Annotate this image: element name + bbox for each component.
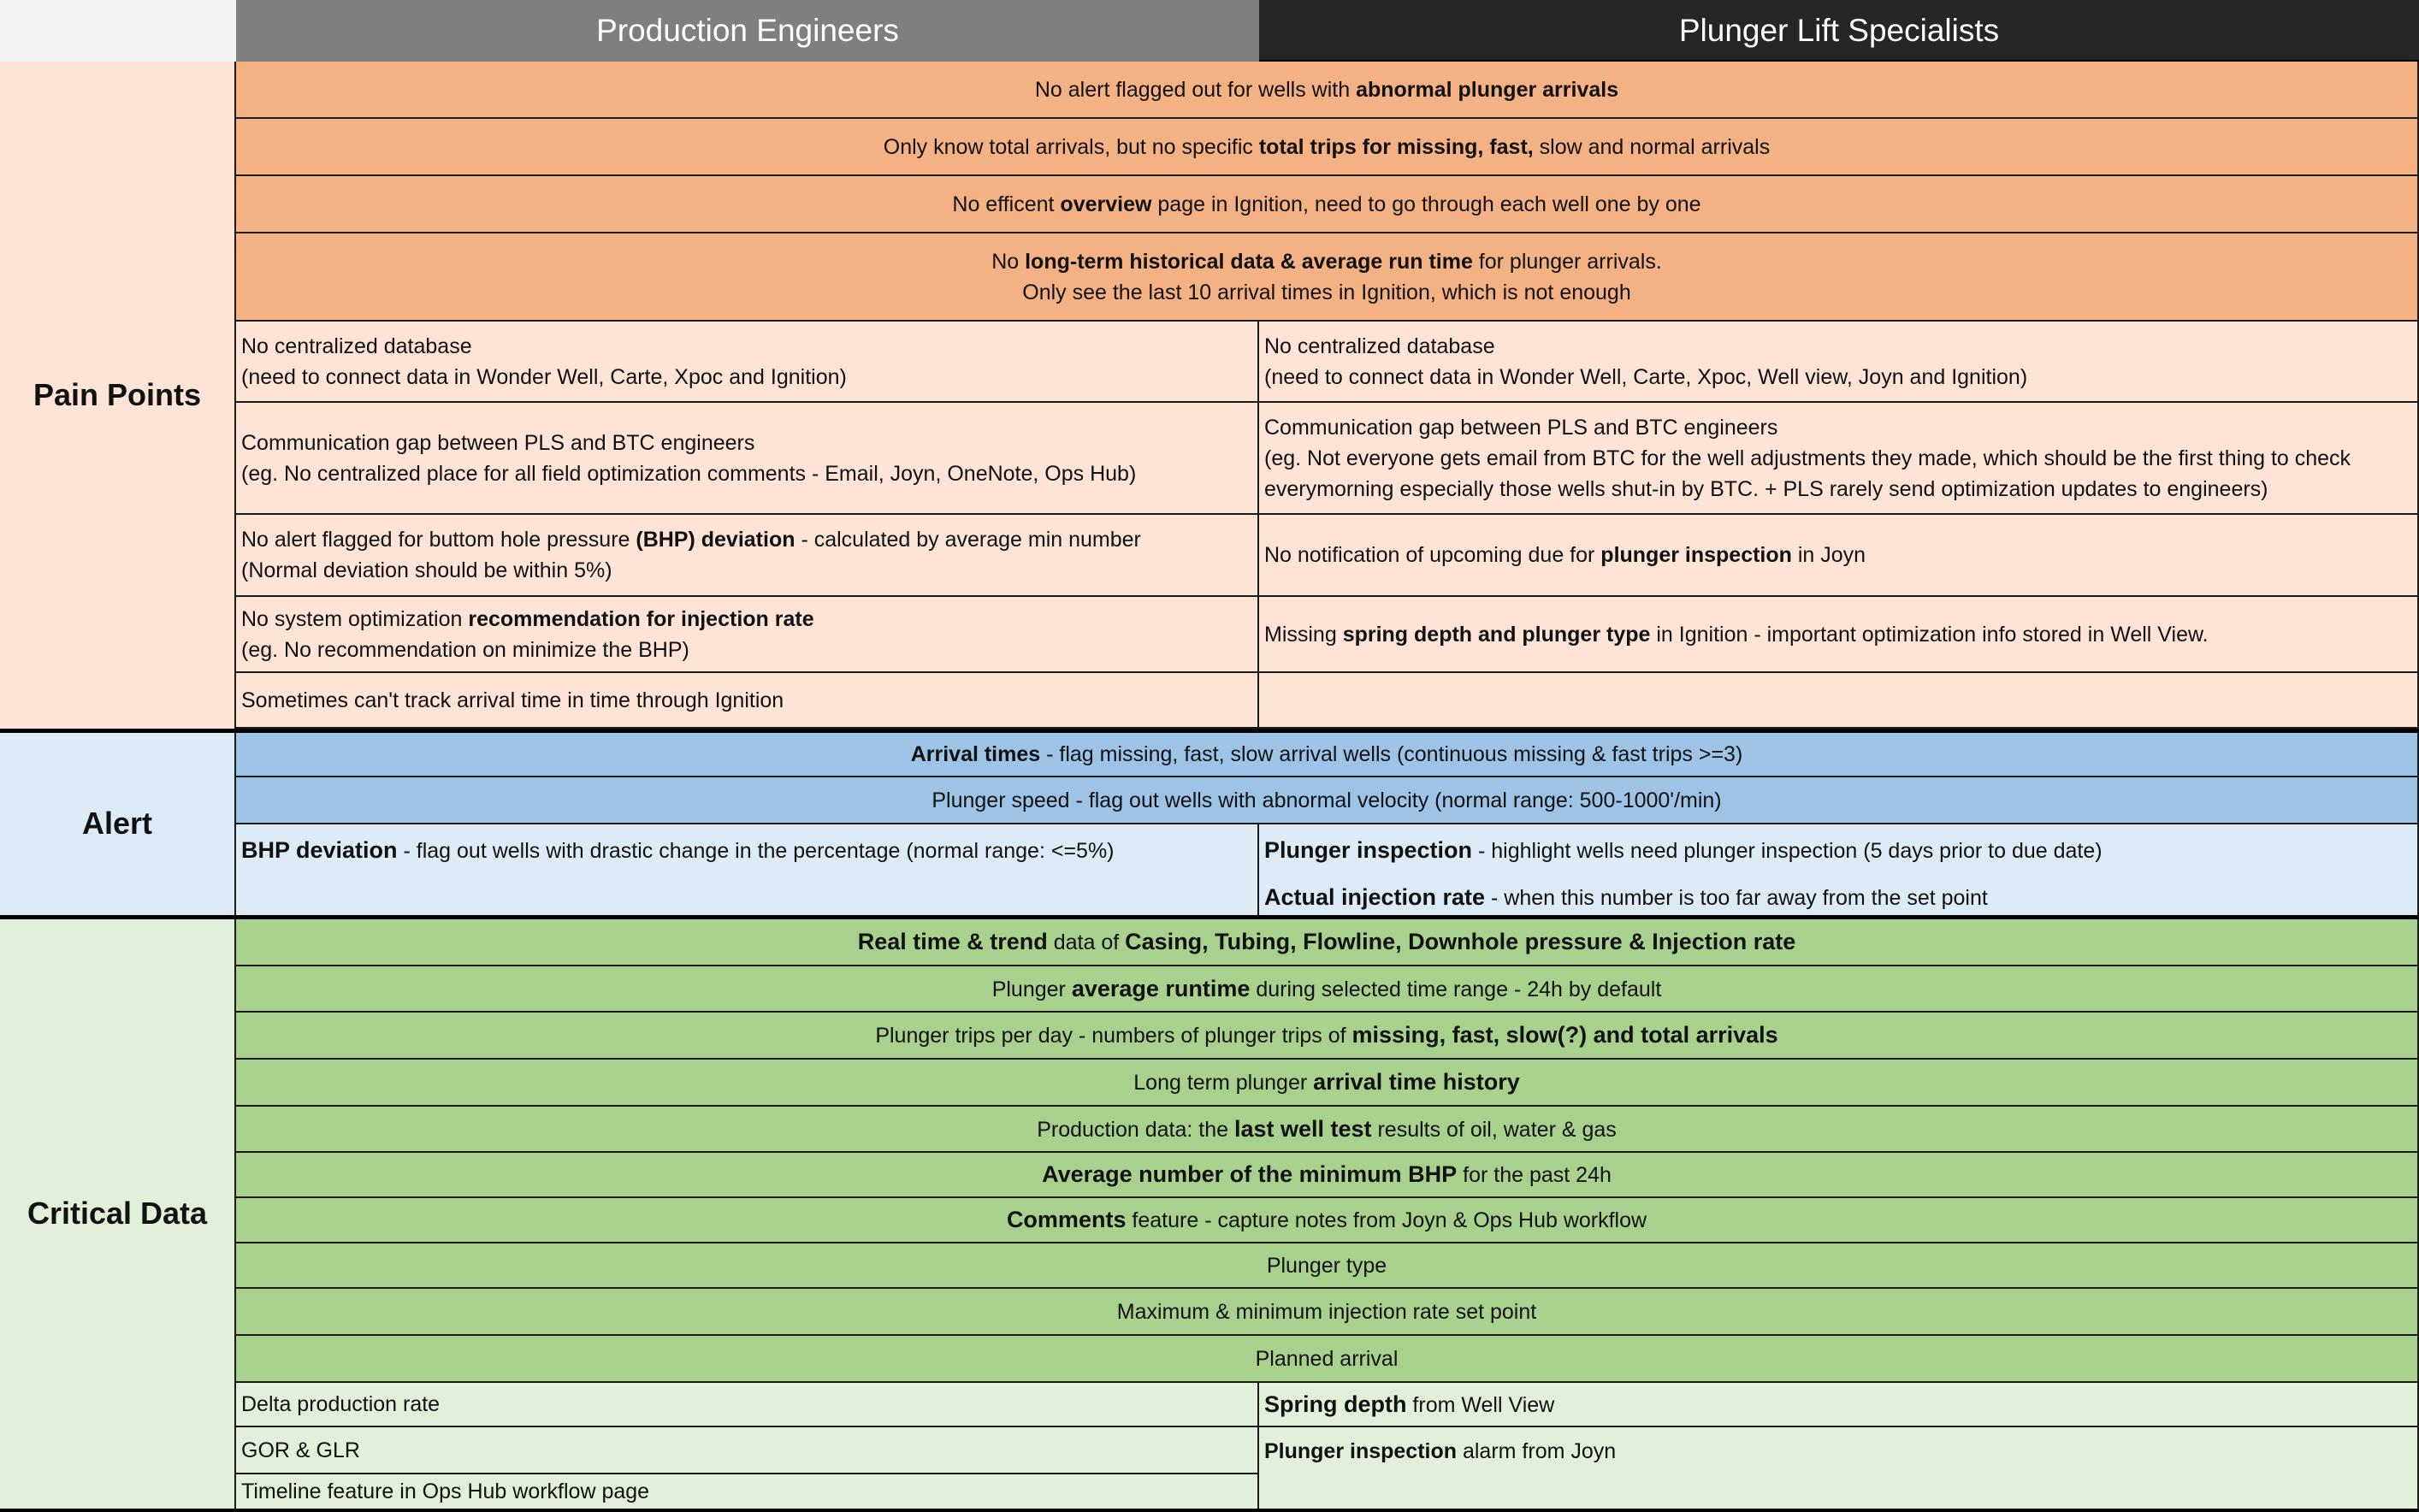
- header-plunger-lift-specialists: Plunger Lift Specialists: [1259, 0, 2419, 62]
- pain-pe-bhp-deviation: No alert flagged for buttom hole pressure (BHP) deviation - calculated by average min number (Normal deviation should be within 5%): [236, 515, 1259, 597]
- pain-pls-plunger-inspection: No notification of upcoming due for plunger inspection in Joyn: [1259, 515, 2419, 597]
- section-label-alert: Alert: [0, 732, 236, 915]
- bottom-border: [0, 1509, 2419, 1512]
- pain-row-overview-page: No efficent overview page in Ignition, need to go through each well one by one: [236, 176, 2419, 233]
- critical-row-real-time-trend: Real time & trend data of Casing, Tubing, Flowline, Downhole pressure & Injection rate: [236, 919, 2419, 966]
- critical-row-average-runtime: Plunger average runtime during selected time range - 24h by default: [236, 966, 2419, 1013]
- critical-row-plunger-type: Plunger type: [236, 1243, 2419, 1289]
- alert-pls-plunger-inspection: Plunger inspection - highlight wells need plunger inspection (5 days prior to due date) Actual injection rate - when this number is too far away from the set point: [1259, 824, 2419, 915]
- section-label-pain-points: Pain Points: [0, 62, 236, 729]
- pain-pls-communication-gap: Communication gap between PLS and BTC engineers (eg. Not everyone gets email from BTC for the well adjustments they made, which should be the first thing to check everymorning especially those wells shut-in by BTC. + PLS rarely send optimization updates to engineers): [1259, 403, 2419, 515]
- pain-pe-communication-gap: Communication gap between PLS and BTC engineers (eg. No centralized place for all field optimization comments - Email, Joyn, OneNote, Ops Hub): [236, 403, 1259, 515]
- pain-pe-injection-recommendation: No system optimization recommendation for injection rate (eg. No recommendation on minimize the BHP): [236, 597, 1259, 673]
- pain-row-total-trips: Only know total arrivals, but no specific total trips for missing, fast, slow and normal arrivals: [236, 119, 2419, 176]
- critical-pe-delta-production: Delta production rate: [236, 1383, 1259, 1427]
- pain-row-historical-data: No long-term historical data & average run time for plunger arrivals. Only see the last 10 arrival times in Ignition, which is not enough: [236, 233, 2419, 322]
- pain-pe-centralized-database: No centralized database (need to connect data in Wonder Well, Carte, Xpoc and Ignition): [236, 322, 1259, 403]
- pain-pls-empty: [1259, 673, 2419, 729]
- alert-row-arrival-times: Arrival times - flag missing, fast, slow arrival wells (continuous missing & fast trips >=3): [236, 733, 2419, 777]
- pain-pe-arrival-tracking: Sometimes can't track arrival time in time through Ignition: [236, 673, 1259, 729]
- section-label-critical-data: Critical Data: [0, 918, 236, 1509]
- critical-pe-timeline-feature: Timeline feature in Ops Hub workflow page: [236, 1474, 1259, 1509]
- critical-row-arrival-history: Long term plunger arrival time history: [236, 1060, 2419, 1107]
- pain-row-abnormal-arrivals: No alert flagged out for wells with abnormal plunger arrivals: [236, 62, 2419, 119]
- critical-row-comments: Comments feature - capture notes from Joyn & Ops Hub workflow: [236, 1198, 2419, 1243]
- critical-pls-spring-depth: Spring depth from Well View: [1259, 1383, 2419, 1427]
- critical-row-trips-per-day: Plunger trips per day - numbers of plunger trips of missing, fast, slow(?) and total arrivals: [236, 1013, 2419, 1060]
- alert-row-plunger-speed: Plunger speed - flag out wells with abnormal velocity (normal range: 500-1000'/min): [236, 777, 2419, 824]
- critical-row-injection-set-point: Maximum & minimum injection rate set point: [236, 1289, 2419, 1336]
- critical-pe-gor-glr: GOR & GLR: [236, 1427, 1259, 1474]
- header-production-engineers: Production Engineers: [236, 0, 1259, 62]
- alert-pe-bhp-deviation: BHP deviation - flag out wells with drastic change in the percentage (normal range: <=5%): [236, 824, 1259, 915]
- pain-pls-centralized-database: No centralized database (need to connect data in Wonder Well, Carte, Xpoc, Well view, Joyn and Ignition): [1259, 322, 2419, 403]
- corner-blank: [0, 0, 236, 62]
- critical-pls-plunger-inspection: Plunger inspection alarm from Joyn: [1259, 1427, 2419, 1509]
- critical-row-planned-arrival: Planned arrival: [236, 1336, 2419, 1383]
- critical-row-production-data: Production data: the last well test results of oil, water & gas: [236, 1107, 2419, 1153]
- pain-pls-spring-depth: Missing spring depth and plunger type in Ignition - important optimization info stored in Well View.: [1259, 597, 2419, 673]
- critical-row-minimum-bhp: Average number of the minimum BHP for the past 24h: [236, 1153, 2419, 1198]
